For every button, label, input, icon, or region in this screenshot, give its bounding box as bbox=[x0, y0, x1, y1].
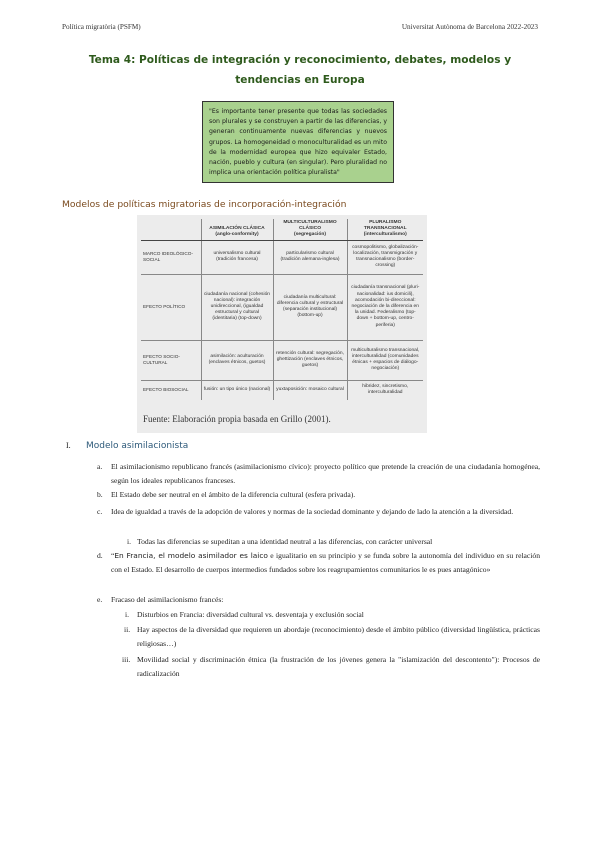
header-sub: (segregación) bbox=[293, 232, 327, 238]
list-item: Idea de igualdad a través de la adopción de valores y normas de la sociedad dominante y dejando de lado la atención a la diversidad. bbox=[111, 507, 514, 516]
quote-rest: e igualitario en su principio y se funda sobre la autonomía del individuo en su relación con el Estado. El desarrollo de cuerpos intermedios fundados sobre los reagrupamientos comunitarios le es pues antagónico» bbox=[111, 551, 540, 574]
table-cell: particularismo cultural (tradición alemana-inglesa) bbox=[273, 240, 347, 274]
models-table bbox=[141, 219, 423, 400]
table-row bbox=[141, 340, 423, 380]
list-marker: a. bbox=[97, 462, 103, 471]
list-item: Fracaso del asimilacionismo francés: bbox=[111, 595, 224, 604]
list-marker: iii. bbox=[122, 655, 131, 664]
table-cell: retención cultural: segregación, ghettización (enclaves étnicos, guetos) bbox=[273, 340, 347, 380]
header-title: MULTICULTURALISMO CLÁSICO bbox=[283, 220, 337, 232]
table-cell: ciudadanía multicultural: diferencia cultural y estructural (separación institucional) (bottom-up) bbox=[273, 274, 347, 340]
header-sub: (interculturalismo) bbox=[363, 232, 407, 238]
table-header-cell bbox=[141, 219, 201, 240]
list-item bbox=[111, 549, 540, 577]
open-quote: “ bbox=[111, 551, 115, 560]
header-title: PLURALISMO TRANSNACIONAL bbox=[363, 220, 407, 232]
section-heading bbox=[66, 441, 188, 451]
section-subtitle: Modelos de políticas migratorias de incorporación-integración bbox=[62, 199, 347, 210]
table-source: Fuente: Elaboración propia basada en Grillo (2001). bbox=[143, 414, 331, 424]
list-marker: e. bbox=[97, 595, 103, 604]
header-right: Universitat Autònoma de Barcelona 2022-2023 bbox=[401, 23, 538, 31]
table-row bbox=[141, 380, 423, 400]
row-label: EFECTO BIOSOCIAL bbox=[141, 380, 201, 400]
list-item: El Estado debe ser neutral en el ámbito de la diferencia cultural (esfera privada). bbox=[111, 490, 356, 499]
list-marker: c. bbox=[97, 507, 103, 516]
table-cell: ciudadanía nacional (cohesión nacional): integración unidireccional, (igualdad estructural y cultural (identitaria) (top-down) bbox=[201, 274, 273, 340]
table-header-cell bbox=[347, 219, 423, 240]
list-marker: i. bbox=[127, 537, 132, 546]
table-cell: cosmopolitismo, globalización-localización, transmigración y transnacionalismo (border-crossing) bbox=[347, 240, 423, 274]
section-number: I. bbox=[66, 441, 71, 450]
row-label: EFECTO SOCIO-CULTURAL bbox=[141, 340, 201, 380]
list-item: El asimilacionismo republicano francés (asimilacionismo cívico): proyecto político que pretende la creación de una ciudadanía homogénea, según los ideales republicanos franceses. bbox=[111, 462, 540, 485]
list-marker: d. bbox=[97, 551, 103, 560]
list-item: Hay aspectos de la diversidad que requieren un abordaje (reconocimiento) desde el ámbito público (diversidad lingüística, prácticas religiosas…) bbox=[137, 625, 540, 648]
list-item: Movilidad social y discriminación étnica (la frustración de los jóvenes genera la "islamización del descontento"): Procesos de radicalización bbox=[137, 655, 540, 678]
table-header-row bbox=[141, 219, 423, 240]
list-marker: b. bbox=[97, 490, 103, 499]
table-row bbox=[141, 274, 423, 340]
header-title: ASIMILACIÓN CLÁSICA bbox=[209, 226, 265, 232]
table-cell: hibridez, sincretismo, interculturalidad bbox=[347, 380, 423, 400]
quote-box: "Es importante tener presente que todas las sociedades son plurales y se construyen a partir de las diferencias, y generan continuamente nuevas diferencias y nuevos grupos. La homogeneidad o monoculturalidad es un mito de la modernidad europea que hizo equivaler Estado, nación, pueblo y cultura (en singular). Pero pluralidad no implica una orientación política pluralista" bbox=[202, 101, 394, 183]
header-left: Política migratòria (PSFM) bbox=[62, 23, 141, 31]
section-title: Modelo asimilacionista bbox=[86, 441, 189, 451]
table-cell: universalismo cultural (tradición francesa) bbox=[201, 240, 273, 274]
table-header-cell bbox=[273, 219, 347, 240]
list-item: Todas las diferencias se supeditan a una identidad neutral a las diferencias, con carácter universal bbox=[137, 537, 433, 546]
table-cell: multiculturalismo transnacional, interculturalidad (comunidades étnicas + espacios de diálogo-negociación) bbox=[347, 340, 423, 380]
header-sub: (anglo-conformity) bbox=[215, 232, 259, 238]
table-header-cell bbox=[201, 219, 273, 240]
quote-lead: En Francia, el modelo asimilador es laico bbox=[114, 551, 268, 560]
table-cell: fusión: un tipo único (nacional) bbox=[201, 380, 273, 400]
table-cell: ciudadanía transnacional (pluri-nacionalidad: ius domicili), acomodación bi-direccional: negociación de la diferencia en la unidad. Federalismo (top-down + bottom-up, centro-periferia) bbox=[347, 274, 423, 340]
row-label: MARCO IDEOLÓGICO-SOCIAL bbox=[141, 240, 201, 274]
models-table-figure bbox=[137, 215, 427, 433]
table-cell: yuxtaposición: mosaico cultural bbox=[273, 380, 347, 400]
table-cell: asimilación: aculturación (enclaves étnicos, guetos) bbox=[201, 340, 273, 380]
row-label: EFECTO POLÍTICO bbox=[141, 274, 201, 340]
list-marker: i. bbox=[125, 610, 130, 619]
table-row bbox=[141, 240, 423, 274]
list-item: Disturbios en Francia: diversidad cultural vs. desventaja y exclusión social bbox=[137, 610, 364, 619]
page-title: Tema 4: Políticas de integración y reconocimiento, debates, modelos y tendencias en Europa bbox=[88, 54, 512, 86]
list-marker: ii. bbox=[124, 625, 131, 634]
